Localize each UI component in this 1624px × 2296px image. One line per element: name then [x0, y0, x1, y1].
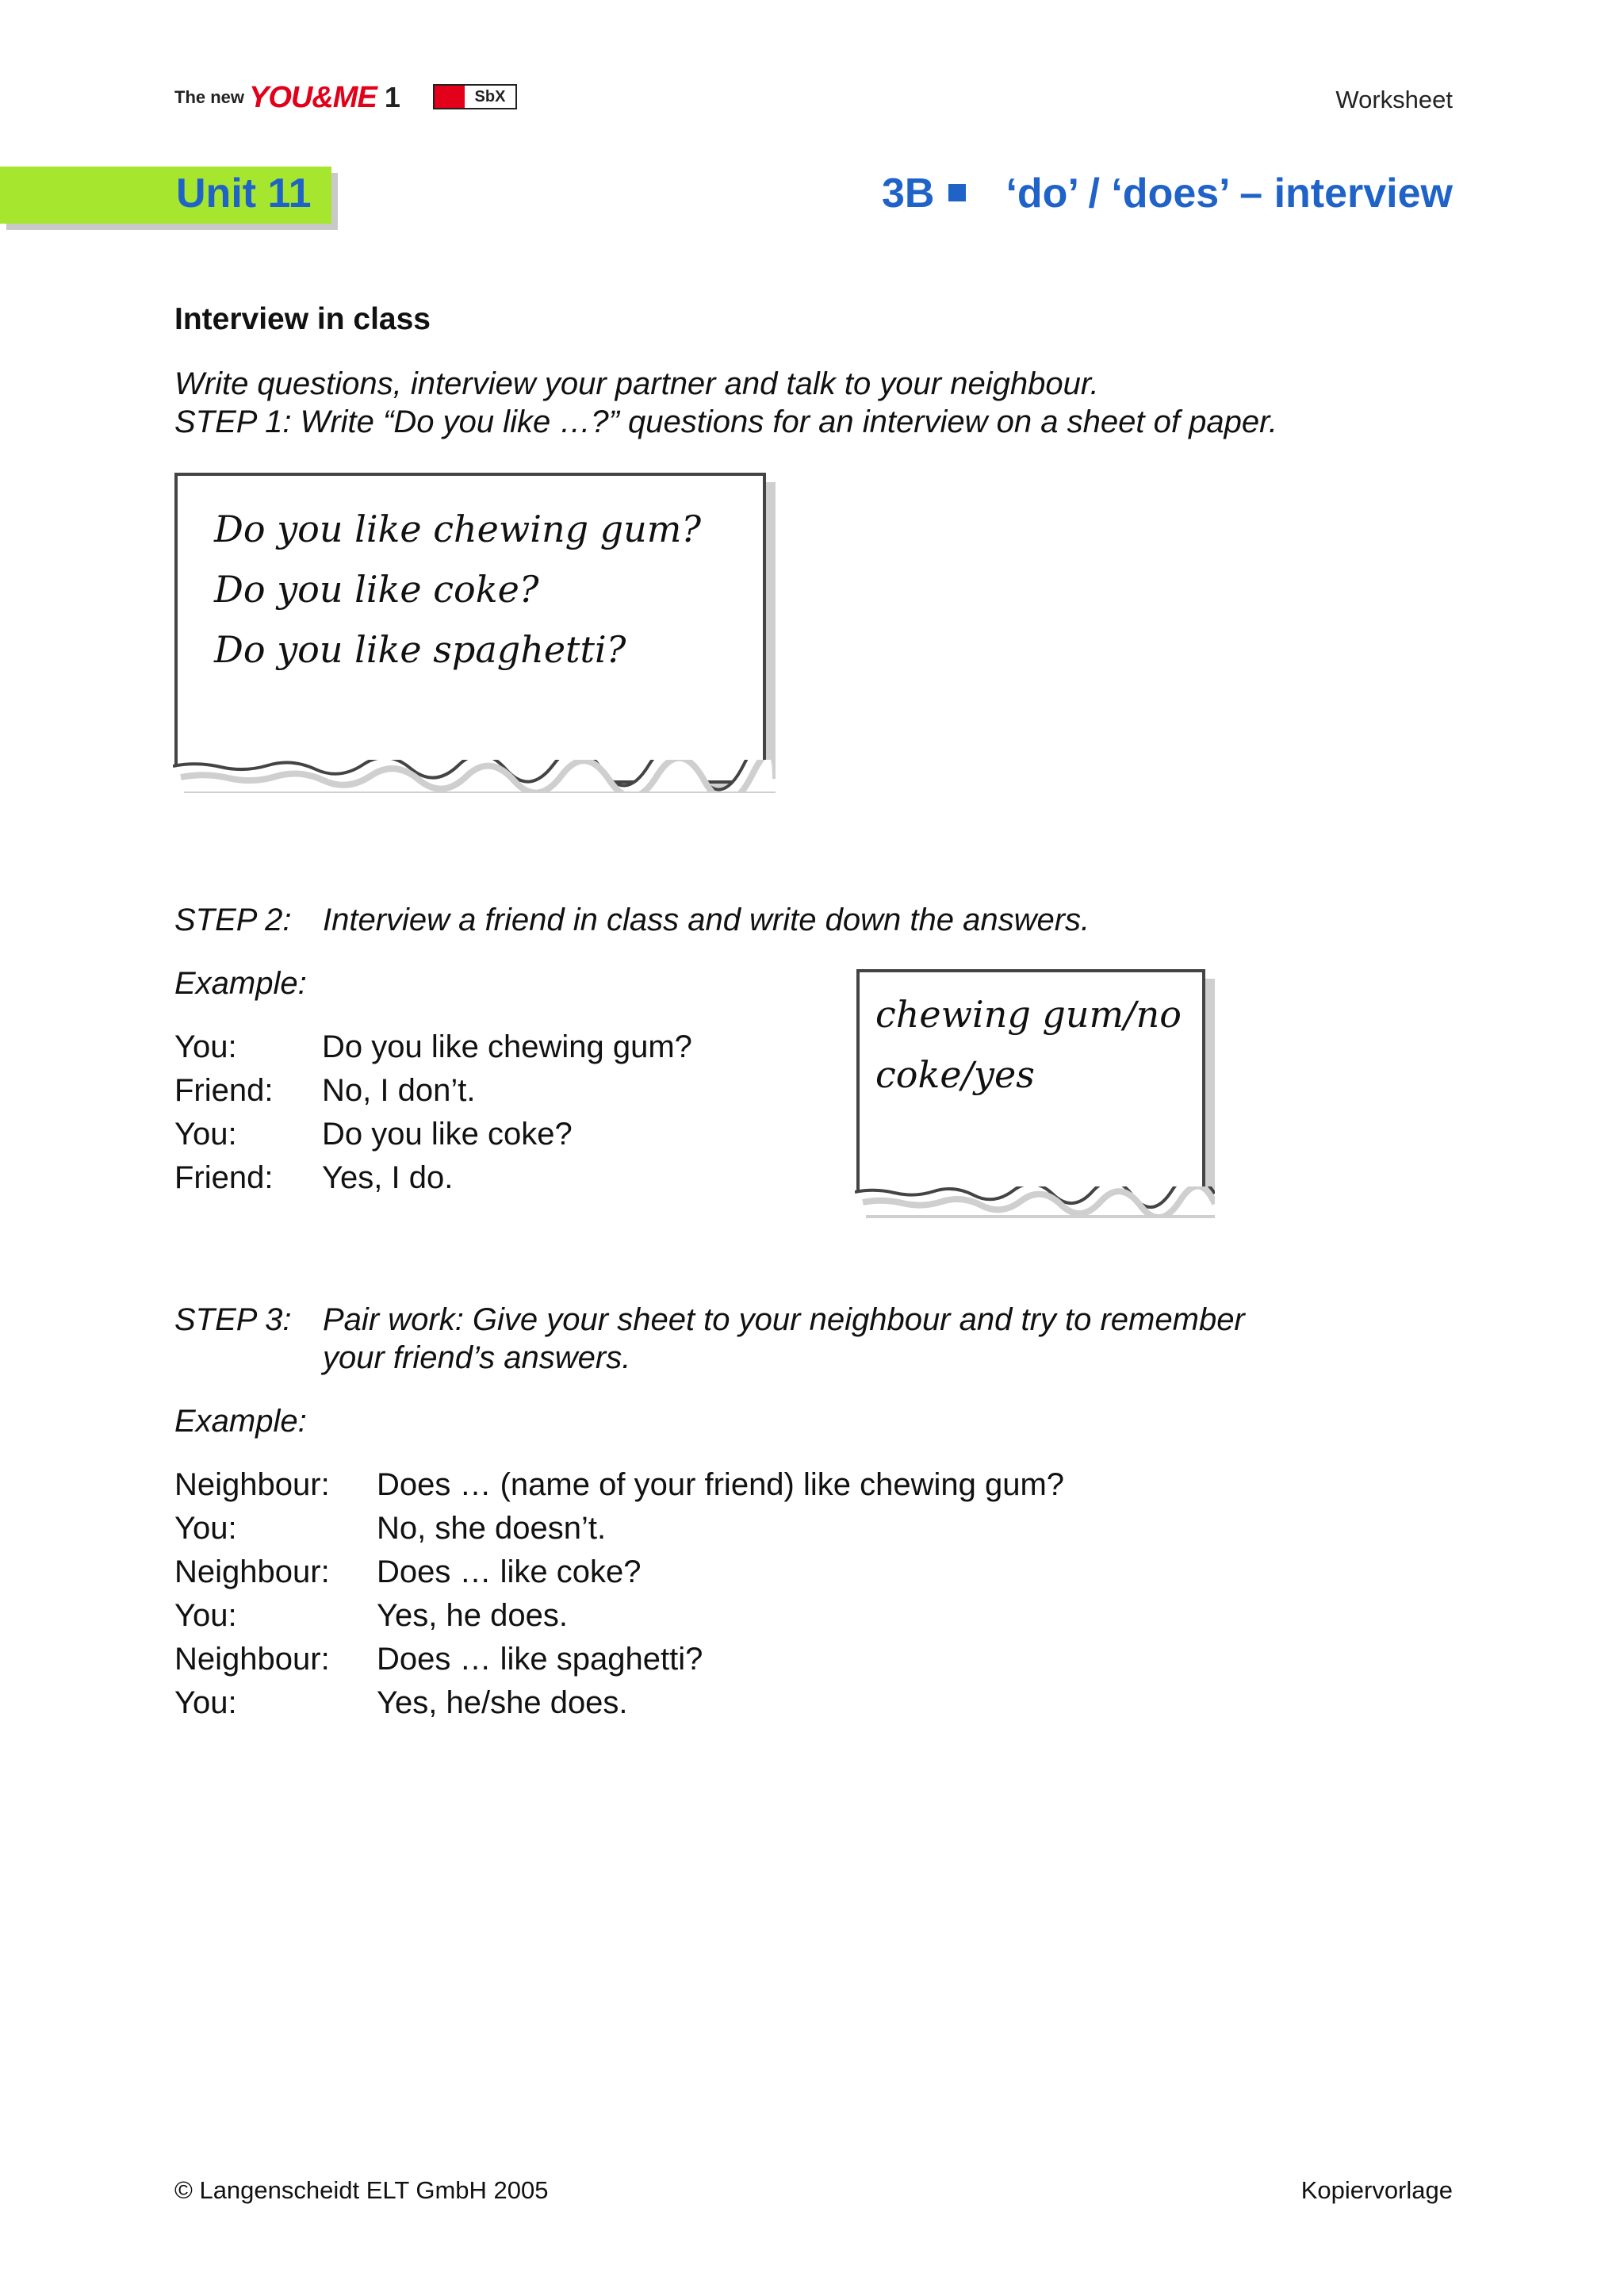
card-line: coke/yes [875, 1053, 1035, 1096]
step3-text-line-1: Pair work: Give your sheet to your neighbour and try to remember [323, 1302, 1245, 1337]
card-line: Do you like spaghetti? [214, 628, 626, 671]
title-text: ‘do’ / ‘does’ – interview [1005, 171, 1453, 217]
dialogue-line: Do you like chewing gum? [322, 1029, 692, 1064]
dialogue-line: Does … like coke? [377, 1554, 642, 1589]
dialogue-speaker: You: [174, 1117, 237, 1152]
dialogue-speaker: Neighbour: [174, 1467, 330, 1502]
logo-volume: 1 [384, 81, 400, 113]
dialogue-line: No, I don’t. [322, 1073, 476, 1108]
intro-line-2: STEP 1: Write “Do you like …?” questions for an interview on a sheet of paper. [174, 404, 1278, 439]
dialogue-speaker: You: [174, 1511, 237, 1546]
worksheet-title [882, 170, 1453, 217]
unit-label: Unit 11 [176, 171, 312, 217]
dialogue-line: Yes, I do. [322, 1160, 454, 1195]
dialogue-line: Yes, he/she does. [377, 1685, 628, 1720]
dialogue-speaker: Friend: [174, 1073, 274, 1108]
square-bullet-icon [948, 184, 966, 201]
card-line: chewing gum/no [875, 993, 1182, 1036]
card-line: Do you like chewing gum? [214, 508, 702, 550]
dialogue-speaker: Neighbour: [174, 1642, 330, 1677]
question-sheet-card [174, 473, 766, 784]
dialogue-line: Yes, he does. [377, 1598, 568, 1633]
dialogue-speaker: You: [174, 1598, 237, 1633]
sbx-red-block [435, 86, 465, 108]
dialogue-line: No, she doesn’t. [377, 1511, 607, 1546]
intro-line-1: Write questions, interview your partner and talk to your neighbour. [174, 366, 1099, 401]
step2-label: STEP 2: [174, 903, 292, 937]
document-type: Worksheet [1335, 86, 1453, 113]
dialogue-speaker: Friend: [174, 1160, 274, 1195]
answers-card [856, 969, 1205, 1209]
step2-example-label: Example: [174, 966, 307, 1001]
dialogue-line: Does … like spaghetti? [377, 1642, 703, 1677]
series-logo [174, 79, 400, 116]
dialogue-speaker: You: [174, 1029, 237, 1064]
dialogue-line: Do you like coke? [322, 1117, 573, 1152]
dialogue-speaker: Neighbour: [174, 1554, 330, 1589]
sbx-label: SbX [474, 87, 506, 105]
torn-edge [855, 1186, 1215, 1215]
sbx-badge [433, 84, 517, 109]
footer-note: Kopiervorlage [1300, 2176, 1453, 2204]
logo-brand: YOU&ME [249, 80, 377, 114]
dialogue-speaker: You: [174, 1685, 237, 1720]
step3-example-label: Example: [174, 1404, 307, 1439]
dialogue-line: Does … (name of your friend) like chewing gum? [377, 1467, 1065, 1502]
step3-text-line-2: your friend’s answers. [323, 1340, 631, 1375]
torn-edge [173, 760, 776, 792]
step2-text: Interview a friend in class and write down the answers. [323, 903, 1090, 937]
title-code: 3B [881, 171, 935, 217]
logo-prefix: The new [174, 87, 245, 107]
step3-label: STEP 3: [174, 1302, 292, 1337]
card-line: Do you like coke? [214, 568, 539, 611]
section-heading: Interview in class [174, 302, 431, 336]
footer-copyright: © Langenscheidt ELT GmbH 2005 [174, 2176, 549, 2204]
